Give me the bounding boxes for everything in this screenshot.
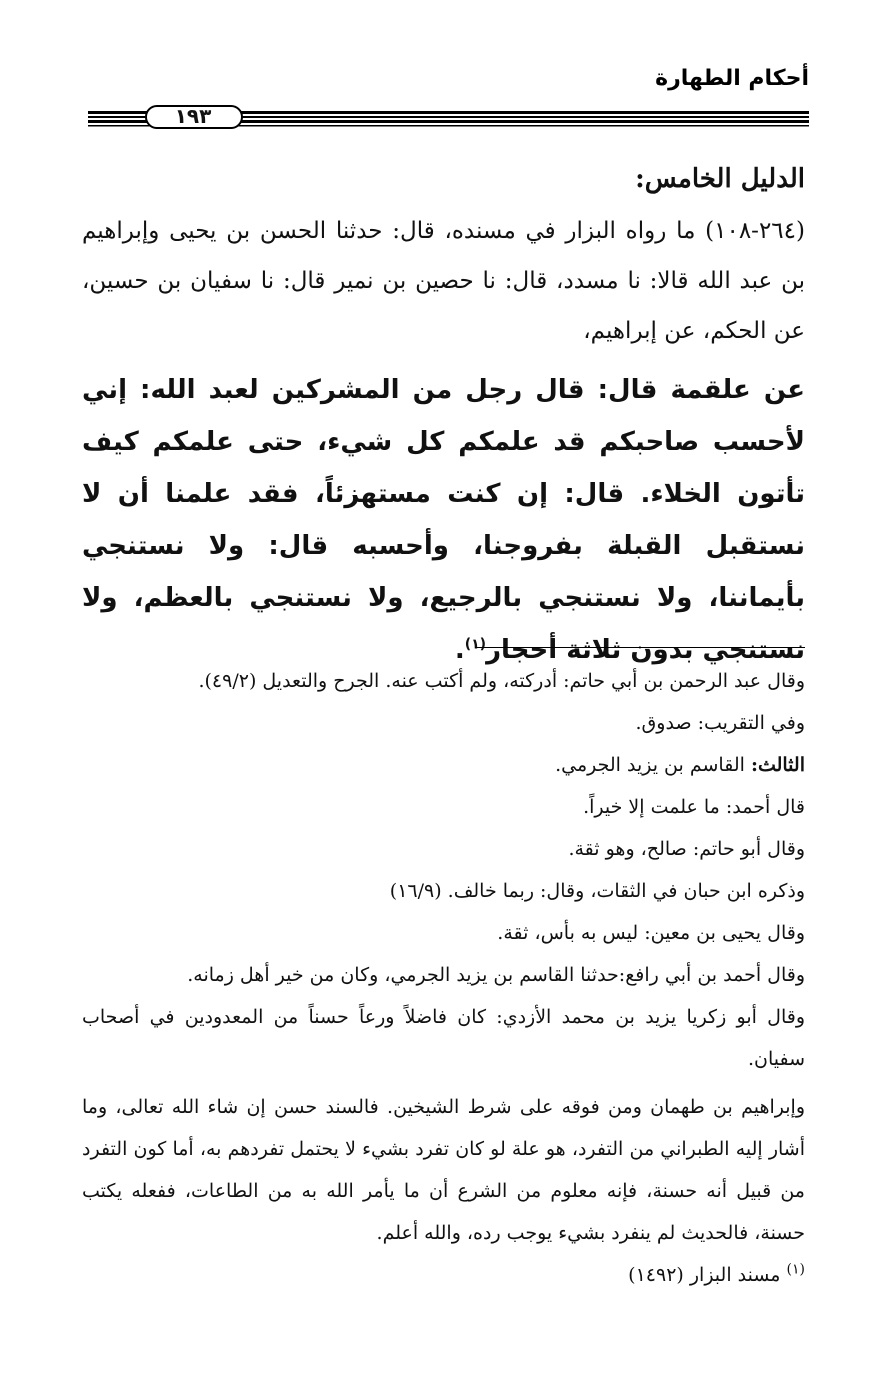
note-line: وقال عبد الرحمن بن أبي حاتم: أدركته، ولم أكتب عنه. الجرح والتعديل (٤٩/٢). [198, 670, 805, 692]
note-line: وقال يحيى بن معين: ليس به بأس، ثقة. [497, 922, 805, 944]
footnote-reference: (١) [464, 636, 487, 653]
note-line: وقال أحمد بن أبي رافع:حدثنا القاسم بن يزيد الجرمي، وكان من خير أهل زمانه. [187, 964, 805, 986]
footnote-text: مسند البزار (١٤٩٢) [628, 1264, 787, 1286]
note-line: قال أحمد: ما علمت إلا خيراً. [583, 796, 805, 818]
footnote-separator [475, 647, 805, 648]
section-heading: الدليل الخامس: [635, 164, 805, 194]
footnote-marker: (١) [786, 1261, 805, 1278]
third-text: القاسم بن يزيد الجرمي. [555, 754, 751, 776]
hadith-text: عن علقمة قال: قال رجل من المشركين لعبد الله: إني لأحسب صاحبكم قد علمكم كل شيء، حتى علمكم كيف تأتون الخلاء. قال: إن كنت مستهزئاً، فقد علمنا أن لا نستقبل القبلة بفروجنا، وأحسبه قال: ولا نستنجي بأيماننا، ولا نستنجي بالرجيع، ولا نستنجي بالعظم، ولا نستنجي بدون ثلاثة أحجار [82, 375, 805, 665]
footnote [82, 1254, 805, 1296]
note-line: وقال أبو حاتم: صالح، وهو ثقة. [568, 838, 805, 860]
hadith-paragraph [82, 364, 805, 676]
third-label: الثالث: [750, 754, 805, 776]
running-title: أحكام الطهارة [655, 66, 809, 91]
hadith-end: . [454, 635, 465, 665]
note-third-narrator [82, 744, 805, 786]
notes-section [82, 660, 805, 1296]
isnad-paragraph: (٢٦٤-١٠٨) ما رواه البزار في مسنده، قال: حدثنا الحسن بن يحيى وإبراهيم بن عبد الله قالا: نا مسدد، قال: نا حصين بن نمير قال: نا سفيان بن حسين، عن الحكم، عن إبراهيم، [82, 218, 805, 344]
page-number: ١٩٣ [174, 104, 212, 128]
note-line: وذكره ابن حبان في الثقات، وقال: ربما خالف. (١٦/٩) [389, 880, 805, 902]
note-line: وقال أبو زكريا يزيد بن محمد الأزدي: كان فاضلاً ورعاً حسناً من المعدودين في أصحاب سفيان. [82, 1006, 805, 1070]
closing-paragraph: وإبراهيم بن طهمان ومن فوقه على شرط الشيخين. فالسند حسن إن شاء الله تعالى، وما أشار إليه الطبراني من التفرد، هو علة لو كان تفرد بشيء لا يحتمل تفردهم به، أما كون التفرد من قبيل أنه حسنة، فإنه معلوم من الشرع أن ما يأمر الله به من الطاعات، ففعله يكتب حسنة، فالحديث لم ينفرد بشيء يوجب رده، والله أعلم. [82, 1096, 805, 1244]
note-line: وفي التقريب: صدوق. [635, 712, 805, 734]
main-text [82, 150, 805, 676]
